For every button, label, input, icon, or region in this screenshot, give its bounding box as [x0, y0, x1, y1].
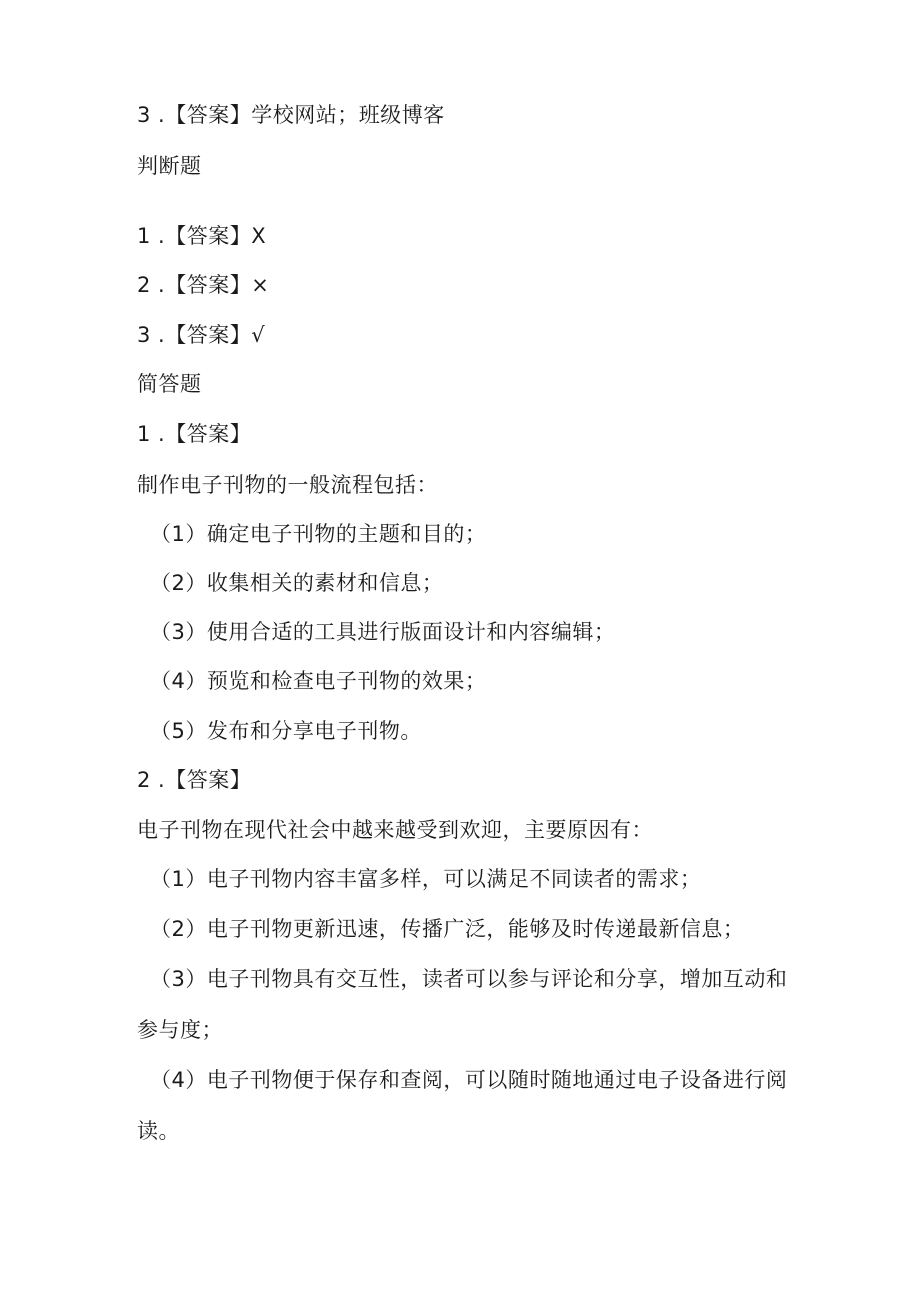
- short-answer-2-point-continuation: 参与度；: [137, 1018, 223, 1042]
- fill-blank-answer-3: 3 .【答案】学校网站；班级博客: [137, 103, 445, 127]
- short-answer-1-point: （2）收集相关的素材和信息；: [150, 571, 444, 595]
- section-heading-short-answer: 简答题: [137, 372, 202, 396]
- short-answer-2-label: 2 .【答案】: [137, 768, 252, 792]
- short-answer-1-point: （3）使用合适的工具进行版面设计和内容编辑；: [150, 620, 616, 644]
- short-answer-1-point: （5）发布和分享电子刊物。: [150, 719, 422, 743]
- short-answer-2-point: （4）电子刊物便于保存和查阅，可以随时随地通过电子设备进行阅: [150, 1068, 788, 1092]
- short-answer-2-point: （2）电子刊物更新迅速，传播广泛，能够及时传递最新信息；: [150, 917, 745, 941]
- short-answer-1-point: （4）预览和检查电子刊物的效果；: [150, 669, 487, 693]
- short-answer-2-point: （1）电子刊物内容丰富多样，可以满足不同读者的需求；: [150, 867, 702, 891]
- short-answer-1-point: （1）确定电子刊物的主题和目的；: [150, 522, 487, 546]
- short-answer-2-intro: 电子刊物在现代社会中越来越受到欢迎，主要原因有：: [137, 818, 653, 842]
- section-heading-true-false: 判断题: [137, 154, 202, 178]
- short-answer-1-label: 1 .【答案】: [137, 422, 252, 446]
- true-false-answer-2: 2 .【答案】×: [137, 273, 270, 297]
- short-answer-2-point: （3）电子刊物具有交互性，读者可以参与评论和分享，增加互动和: [150, 967, 788, 991]
- true-false-answer-3: 3 .【答案】√: [137, 323, 266, 347]
- true-false-answer-1: 1 .【答案】X: [137, 224, 267, 248]
- short-answer-1-intro: 制作电子刊物的一般流程包括：: [137, 473, 438, 497]
- short-answer-2-point-continuation: 读。: [137, 1119, 180, 1143]
